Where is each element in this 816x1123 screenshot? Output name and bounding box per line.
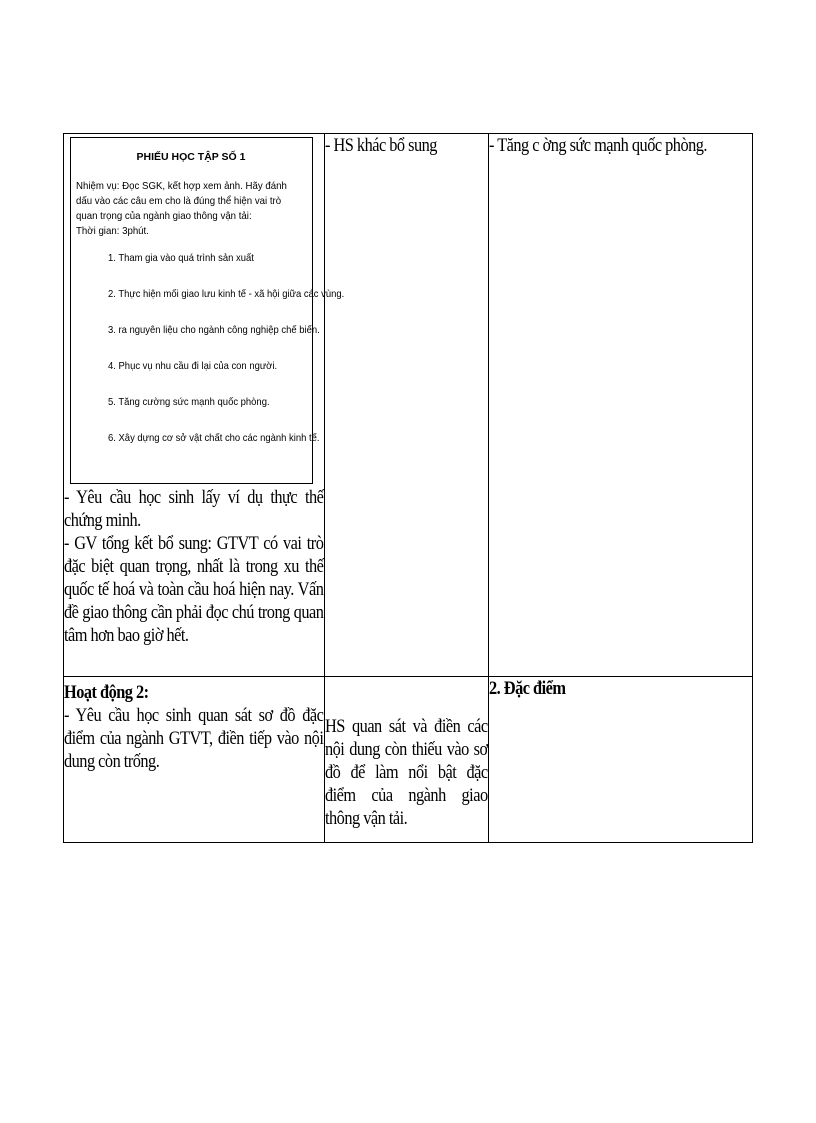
content-text: - Tăng c ờng sức mạnh quốc phòng. (489, 135, 707, 156)
activity-heading: Hoạt động 2: (64, 682, 149, 703)
student-activity-cell (325, 677, 489, 843)
worksheet-list (76, 251, 345, 467)
student-activity-cell (325, 134, 489, 677)
teacher-activity-cell (64, 677, 325, 843)
summary-paragraph: - GV tổng kết bổ sung: GTVT có vai trò đặc biệt quan trọng, nhất là trong xu thế quốc tế hoá và toàn cầu hoá hiện nay. Vấn đề giao thông cần phải đọc chú trong quan tâm hơn bao giờ hết. (64, 533, 324, 646)
list-item: 6. Xây dựng cơ sở vật chất cho các ngành kinh tế. (108, 432, 320, 444)
list-item: 1. Tham gia vào quá trình sản xuất (108, 252, 254, 264)
worksheet-box (70, 137, 345, 484)
student-activity-text: - HS khác bổ sung (325, 135, 437, 156)
instruction-paragraph: - Yêu cầu học sinh lấy ví dụ thực thế chứng minh. (64, 487, 324, 531)
list-item: 5. Tăng cường sức mạnh quốc phòng. (108, 396, 270, 408)
worksheet-title: PHIẾU HỌC TẬP SỐ 1 (136, 151, 246, 163)
table-row (64, 677, 753, 843)
student-activity-text: HS quan sát và điền các nội dung còn thiếu vào sơ đồ để làm nổi bật đặc điểm của ngành giao thông vận tải. (325, 716, 488, 829)
worksheet-task: Nhiệm vụ: Đọc SGK, kết hợp xem ảnh. Hãy đánh dấu vào các câu em cho là đúng thể hiện vai trò quan trọng của ngành giao thông vận tải: (76, 180, 287, 222)
lesson-table (63, 133, 753, 843)
section-heading: 2. Đặc điểm (489, 678, 566, 699)
content-cell (489, 134, 753, 677)
list-item: 2. Thực hiện mối giao lưu kinh tế - xã hội giữa các vùng. (108, 288, 345, 300)
content-cell (489, 677, 753, 843)
activity-instruction: - Yêu cầu học sinh quan sát sơ đồ đặc điểm của ngành GTVT, điền tiếp vào nội dung còn trống. (64, 705, 324, 772)
list-item: 4. Phục vụ nhu cầu đi lại của con người. (108, 360, 278, 372)
table-row (64, 134, 753, 677)
list-item: 3. ra nguyên liệu cho ngành công nghiệp chế biến. (108, 324, 320, 336)
teacher-activity-cell (64, 134, 345, 677)
worksheet-time: Thời gian: 3phút. (76, 225, 149, 237)
